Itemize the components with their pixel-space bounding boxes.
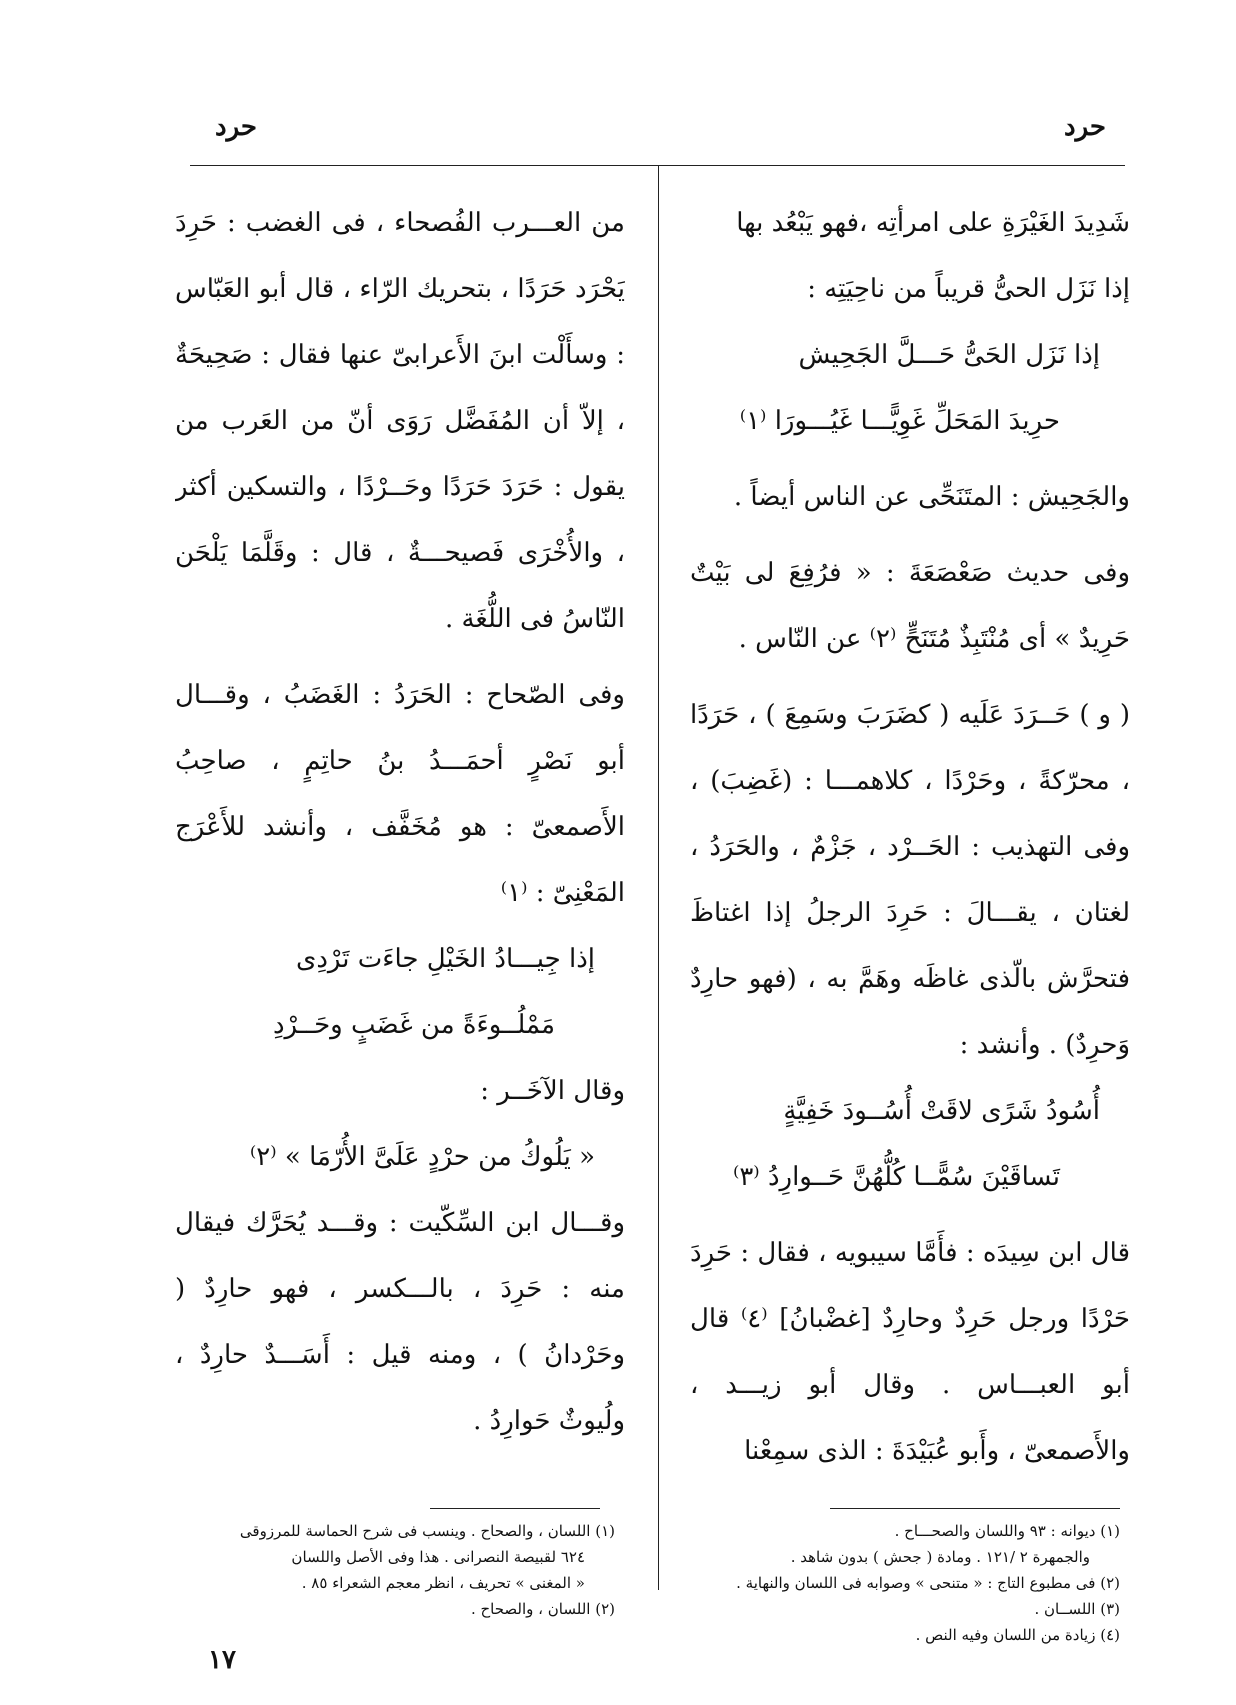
footnote-rule-left [430,1508,600,1509]
right-column [690,190,1130,1480]
footnote-right-3: (٣) اللســان . [1034,1600,1120,1618]
right-paragraph-5: قال ابن سِيدَه : فأَمَّا سيبويه ، فقال : حَرِدَ حَرْدًا ورجل حَرِدٌ وحارِدٌ [غضْبانُ] ⁽٤⁾ قال أبو العبـــاس . وقال أبو زيـــد ، والأَصمعىّ ، وأَبو عُبَيْدَةَ : الذى سمِعْنا [690,1238,1130,1466]
right-paragraph-2: والجَحِيش : المتَنَحِّى عن الناس أيضاً . [733,482,1130,512]
left-paragraph-3: وقال الآخَــر : [480,1076,625,1106]
right-verse-2: حرِيدَ المَحَلِّ غَوِيًّـــا غَيُـــورَا ⁽١⁾ [739,406,1060,436]
footnote-right-2: (٢) فى مطبوع التاج : « متنحى » وصوابه فى اللسان والنهاية . [736,1574,1120,1592]
footnote-left-1-cont2: « المغنى » تحريف ، انظر معجم الشعراء ٨٥ . [301,1574,585,1592]
footnote-right-1-cont: والجمهرة ٢ /١٢١ . ومادة ( جحش ) بدون شاهد . [790,1548,1090,1566]
left-verse-1: إذا جِيـــادُ الخَيْلِ جاءَت تَرْدِى [295,944,595,974]
right-paragraph-4: ( و ) حَــرَدَ عَلَيه ( كضَرَبَ وسَمِعَ ) ، حَرَدًا ، محرّكةً ، وحَرْدًا ، كلاهمـــا : (غَضِبَ) ، وفى التهذيب : الحَــرْد ، جَزْمٌ ، والحَرَدُ ، لغتان ، يقـــالَ : حَرِدَ الرجلُ إذا اغتاظَ فتحرَّش بالّذى غاظَه وهَمَّ به ، (فهو حارِدٌ وَحرِدٌ) . وأنشد : [690,700,1130,1060]
right-verse-4: تَساقَيْنَ سُمًّــا كُلُّهُنَّ حَــوارِدُ ⁽٣⁾ [732,1162,1060,1192]
footnotes-right [680,1518,1120,1648]
left-paragraph-2: وفى الصّحاح : الحَرَدُ : الغَضَبُ ، وقـــال أبو نَصْرٍ أحمَـــدُ بنُ حاتِمٍ ، صاحِبُ الأَصمعىّ : هو مُخَفَّف ، وأنشد للأَعْرَج المَعْنِىّ : ⁽١⁾ [175,680,625,908]
footnote-left-1: (١) اللسان ، والصحاح . وينسب فى شرح الحماسة للمرزوقى [239,1522,615,1540]
left-column [175,190,625,1480]
page-header-word-right: حرد [1064,112,1106,142]
footnote-rule-right [830,1508,1120,1509]
left-paragraph-4: وقـــال ابن السِّكّيت : وقـــد يُحَرَّك فيقال منه : حَرِدَ ، بالـــكسر ، فهو حارِدٌ ( وحَرْدانُ ) ، ومنه قيل : أَسَـــدٌ حارِدٌ ، ولُيوثٌ حَوارِدُ . [175,1208,625,1436]
left-verse-2: مَمْلُــوءَةً من غَضَبٍ وحَــرْدِ [272,1010,555,1040]
footnote-right-4: (٤) زيادة من اللسان وفيه النص . [915,1626,1120,1644]
footnote-left-2: (٢) اللسان ، والصحاح . [470,1600,615,1618]
page-header-word-left: حرد [215,112,257,142]
right-paragraph-3: وفى حديث صَعْصَعَةَ : « فرُفِعَ لى بَيْتٌ حَرِيدٌ » أى مُنْتَبِذٌ مُتَنَحٍّ ⁽٢⁾ عن النّاس . [690,558,1130,654]
page-number: ١٧ [208,1645,236,1675]
footnotes-left [175,1518,615,1622]
left-verse-3: « يَلُوكُ من حرْدٍ عَلَىَّ الأُرّمَا » ⁽٢⁾ [249,1142,595,1172]
right-verse-1: إذا نَزَل الحَىُّ حَـــلَّ الجَحِيش [798,340,1100,370]
right-verse-3: أُسُودُ شَرًى لاقَتْ أُسُــودَ خَفِيَّةٍ [783,1096,1100,1126]
footnote-right-1: (١) ديوانه : ٩٣ واللسان والصحـــاح . [894,1522,1120,1540]
column-divider [658,165,659,1590]
left-paragraph-1: من العـــرب الفُصحاء ، فى الغضب : حَرِدَ يَحْرَد حَرَدًا ، بتحريك الرّاء ، قال أبو العَبّاس : وسأَلْت ابنَ الأَعرابىّ عنها فقال : صَحِيحَةٌ ، إلاّ أن المُفَضَّل رَوَى أنّ من العَرب من يقول : حَرَدَ حَرَدًا وحَــرْدًا ، والتسكين أكثر ، والأُخْرَى فَصيحـــةٌ ، قال : وقَلَّمَا يَلْحَن النّاسُ فى اللُّغَة . [175,208,625,634]
right-line-2: إذا نَزَل الحىُّ قريباً من ناحِيَتِه : [807,274,1130,304]
right-line-1: شَدِيدَ الغَيْرَةِ على امرأتِه ،فهو يَبْعُد بها [736,208,1130,238]
footnote-left-1-cont: ٦٢٤ لقبيصة النصرانى . هذا وفى الأصل واللسان [291,1548,585,1566]
